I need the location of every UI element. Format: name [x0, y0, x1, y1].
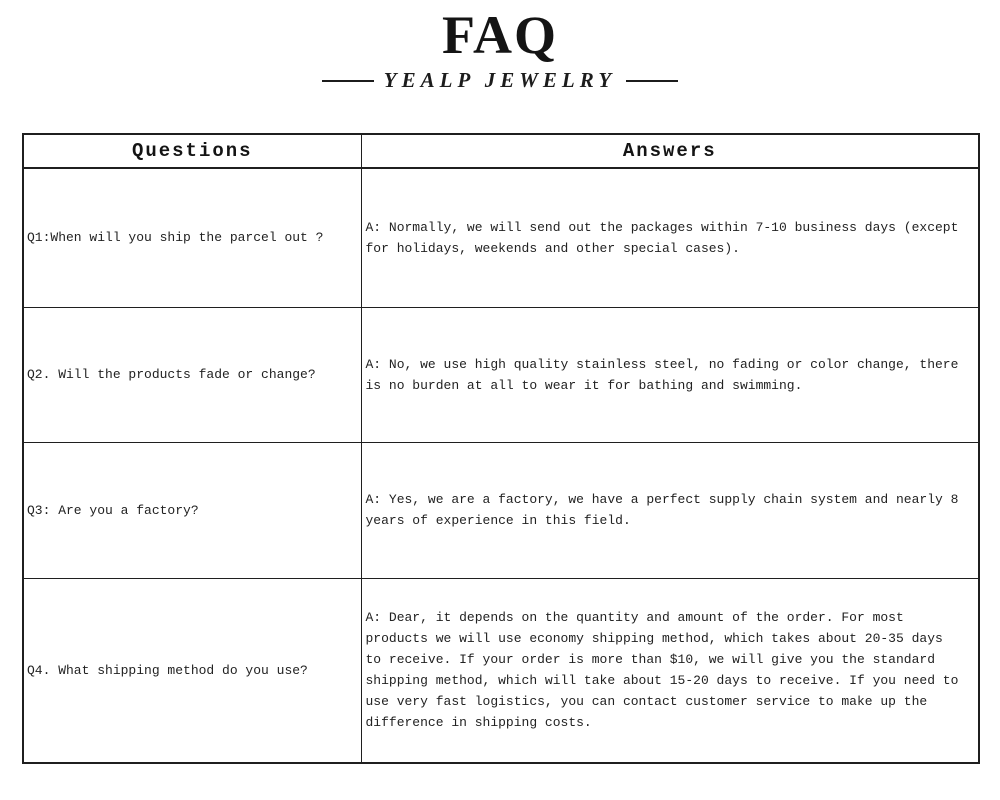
question-cell: Q2. Will the products fade or change?	[23, 307, 361, 442]
brand-rule-left	[322, 80, 374, 82]
answer-text: A: Dear, it depends on the quantity and amount of the order. For most products we will use economy shipping method, which takes about 20-35 days to receive. If your order is more than $10, we will give you the standard shipping method, which will take about 15-20 days to receive. If you need to use very fast logistics, you can contact customer service to make up the difference in shipping costs.	[365, 610, 959, 731]
answer-cell	[361, 168, 979, 307]
table-row	[23, 307, 979, 442]
table-row	[23, 578, 979, 763]
answer-cell	[361, 578, 979, 763]
table-row	[23, 168, 979, 307]
page-header	[0, 0, 1000, 93]
answer-text: A: No, we use high quality stainless steel, no fading or color change, there is no burden at all to wear it for bathing and swimming.	[365, 356, 959, 393]
brand-row	[0, 68, 1000, 93]
table-row	[23, 442, 979, 578]
answers-column-header: Answers	[361, 134, 979, 168]
question-cell: Q1:When will you ship the parcel out ?	[23, 168, 361, 307]
faq-table	[22, 133, 980, 764]
answer-text: A: Yes, we are a factory, we have a perfect supply chain system and nearly 8 years of experience in this field.	[365, 492, 959, 528]
question-cell: Q3: Are you a factory?	[23, 442, 361, 578]
brand-rule-right	[626, 80, 678, 82]
brand-name: YEALP JEWELRY	[383, 68, 617, 92]
questions-column-header: Questions	[23, 134, 361, 168]
answer-cell	[361, 442, 979, 578]
question-cell: Q4. What shipping method do you use?	[23, 578, 361, 763]
table-header-row	[23, 134, 979, 168]
answer-text: A: Normally, we will send out the packages within 7-10 business days (except for holidays, weekends and other special cases).	[365, 219, 959, 256]
page-title: FAQ	[442, 5, 558, 65]
answer-cell	[361, 307, 979, 442]
